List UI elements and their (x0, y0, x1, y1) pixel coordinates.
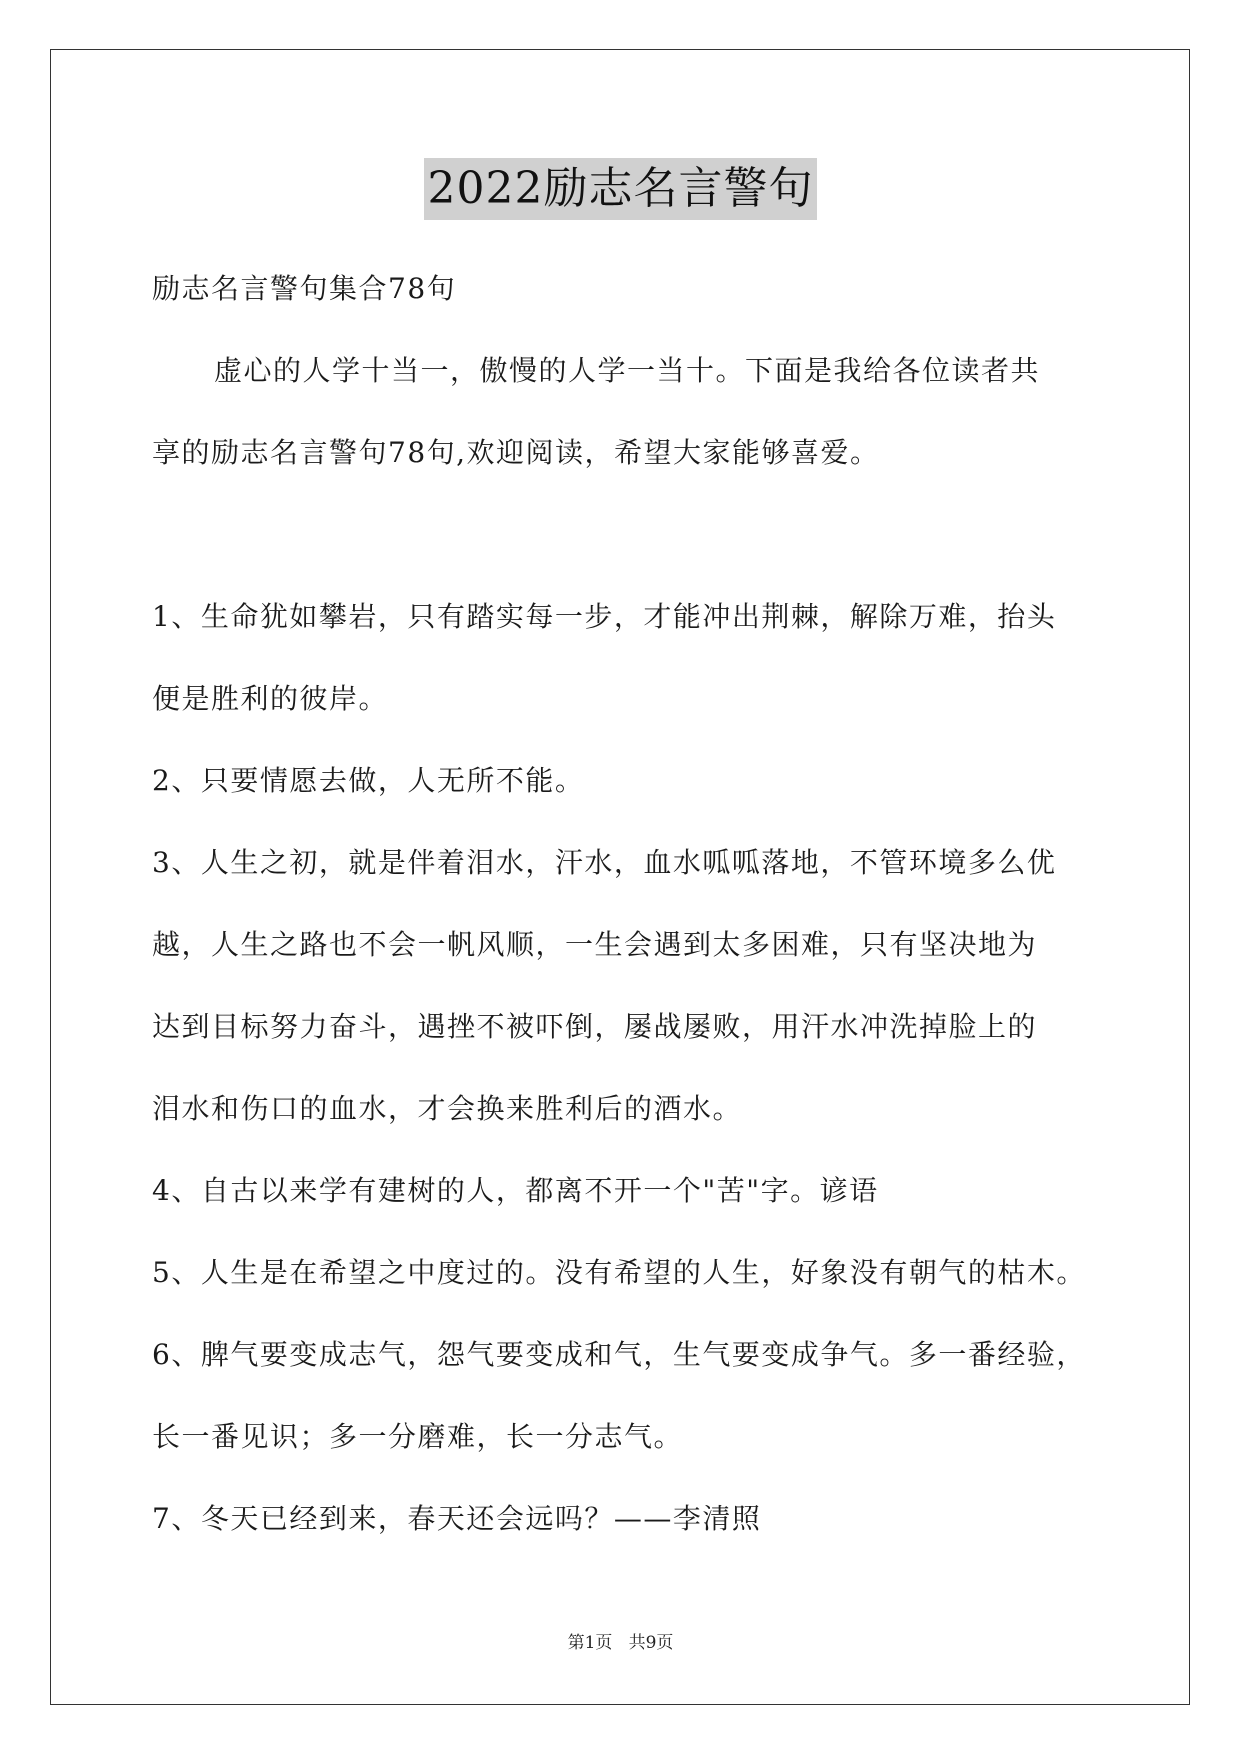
quote-line: 6、脾气要变成志气，怨气要变成和气，生气要变成争气。多一番经验， (152, 1338, 1086, 1371)
title-container (0, 158, 1241, 220)
quote-line: 1、生命犹如攀岩，只有踏实每一步，才能冲出荆棘，解除万难，抬头 (152, 600, 1057, 633)
quote-line: 泪水和伤口的血水，才会换来胜利后的酒水。 (152, 1092, 743, 1125)
subtitle: 励志名言警句集合78句 (152, 272, 457, 305)
quote-line: 长一番见识；多一分磨难，长一分志气。 (152, 1420, 684, 1453)
page-footer: 第1页 共9页 (567, 1633, 674, 1653)
quote-line: 便是胜利的彼岸。 (152, 682, 389, 715)
quote-line: 2、只要情愿去做，人无所不能。 (152, 764, 585, 797)
quote-line: 达到目标努力奋斗，遇挫不被吓倒，屡战屡败，用汗水冲洗掉脸上的 (152, 1010, 1038, 1043)
document-body (152, 248, 1092, 1560)
intro-line: 虚心的人学十当一，傲慢的人学一当十。下面是我给各位读者共 (214, 354, 1041, 387)
document-title: 2022励志名言警句 (424, 158, 818, 220)
quote-line: 越，人生之路也不会一帆风顺，一生会遇到太多困难，只有坚决地为 (152, 928, 1038, 961)
intro-line: 享的励志名言警句78句,欢迎阅读，希望大家能够喜爱。 (152, 436, 880, 469)
quote-line: 3、人生之初，就是伴着泪水，汗水，血水呱呱落地，不管环境多么优 (152, 846, 1057, 879)
quote-line: 5、人生是在希望之中度过的。没有希望的人生，好象没有朝气的枯木。 (152, 1256, 1086, 1289)
quote-line: 7、冬天已经到来，春天还会远吗？——李清照 (152, 1502, 762, 1535)
paragraph-spacer (152, 494, 1092, 576)
quote-line: 4、自古以来学有建树的人，都离不开一个"苦"字。谚语 (152, 1174, 879, 1207)
